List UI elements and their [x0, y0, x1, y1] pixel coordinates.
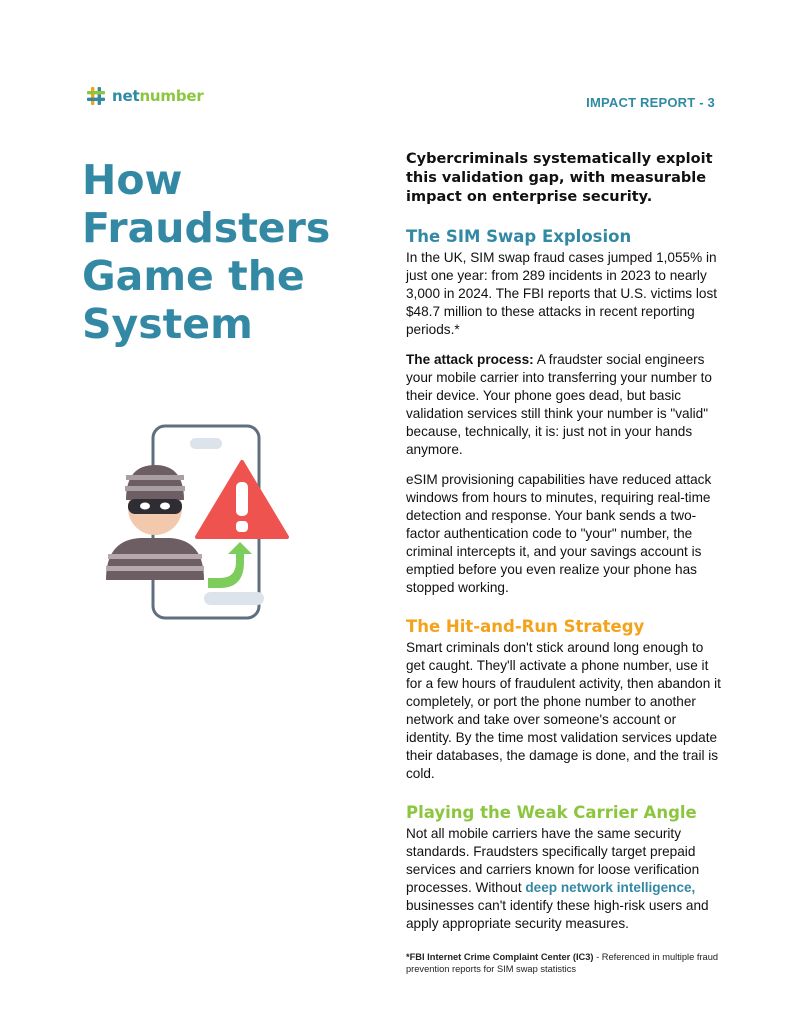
hit-and-run-paragraph: Smart criminals don't stick around long enough to get caught. They'll activate a phone number, use it for a few hours of fraudulent activity, then abandon it completely, or port the phone number to another network and take over someone's account or identity. By the time most validation services update their databases, the damage is done, and the trail is cold. [406, 640, 721, 781]
hit-and-run-heading: The Hit-and-Run Strategy [406, 617, 645, 636]
logo-name-net: net [112, 87, 140, 105]
weak-carrier-heading: Playing the Weak Carrier Angle [406, 803, 697, 822]
footnote-source: *FBI Internet Crime Complaint Center (IC3) [406, 952, 594, 962]
attack-process-paragraph [406, 351, 721, 459]
logo-name-number: number [139, 87, 204, 105]
attack-process-label: The attack process: [406, 352, 534, 367]
logo-wordmark [112, 87, 204, 105]
main-content [406, 150, 721, 975]
attack-process-text: A fraudster social engineers your mobile carrier into transferring your number to their device. Your phone goes dead, but basic validation services still think your number is "valid" because, technically, it is: just not in your hands anymore. [406, 352, 712, 457]
intro-statement: Cybercriminals systematically exploit this validation gap, with measurable impact on enterprise security. [406, 151, 713, 205]
fraudster-phone-warning-icon [100, 420, 290, 630]
report-page-label: IMPACT REPORT - 3 [586, 95, 715, 110]
esim-paragraph: eSIM provisioning capabilities have reduced attack windows from hours to minutes, requiring real-time detection and response. Your bank sends a two-factor authentication code to "your" number, the criminal intercepts it, and your savings account is emptied before you even realize your phone has stopped working. [406, 472, 712, 595]
deep-network-intelligence-link[interactable]: deep network intelligence, [525, 880, 696, 895]
weak-carrier-text-end: businesses can't identify these high-risk users and apply appropriate security measures. [406, 898, 709, 931]
netnumber-hash-logo-icon [86, 86, 106, 106]
footnote [406, 951, 721, 975]
weak-carrier-paragraph [406, 825, 721, 933]
footnote-text: - Referenced in multiple fraud prevention reports for SIM swap statistics [406, 952, 719, 974]
sim-swap-heading: The SIM Swap Explosion [406, 227, 632, 246]
page-headline: How Fraudsters Game the System [82, 156, 331, 348]
company-logo [86, 86, 204, 106]
sim-swap-stats-paragraph: In the UK, SIM swap fraud cases jumped 1,055% in just one year: from 289 incidents in 2023 to nearly 3,000 in 2024. The FBI reports that U.S. victims lost $48.7 million to these attacks in recent reporting periods.* [406, 250, 718, 337]
weak-carrier-text-start: Not all mobile carriers have the same security standards. Fraudsters specifically target prepaid services and carriers known for loose verification processes. Without [406, 826, 700, 895]
